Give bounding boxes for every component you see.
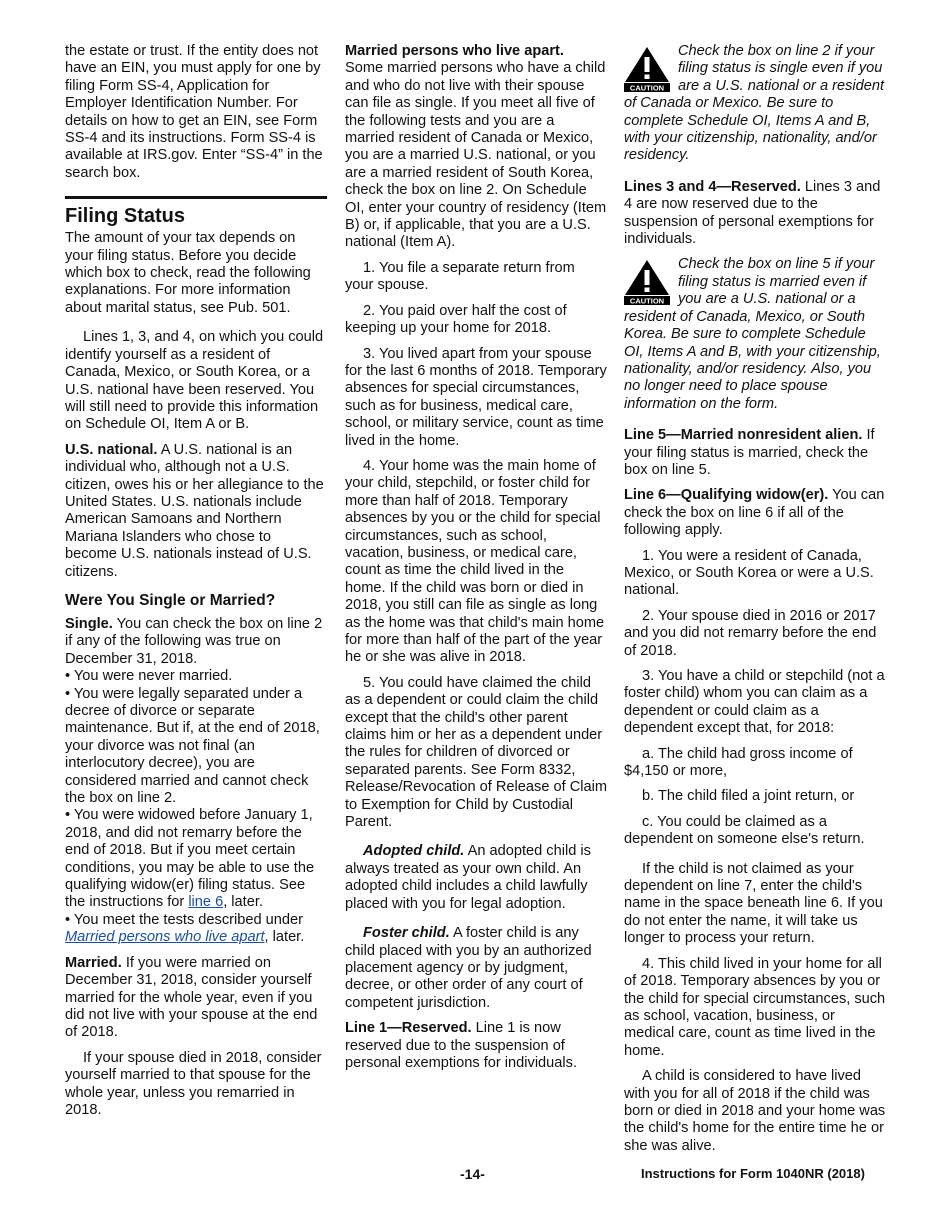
caution-note-2 <box>624 256 886 413</box>
married-apart-heading: Married persons who live apart. <box>345 43 564 59</box>
line-1-paragraph <box>345 1020 607 1072</box>
test-3: 3. You lived apart from your spouse for the last 6 months of 2018. Temporary absences for special circumstances, such as for business, medical care, school, or military service, count as time lived in the home. <box>345 345 607 449</box>
line-6-text: You can check the box on line 6 if all of the following apply. <box>624 487 885 539</box>
us-national-label: U.S. national. <box>65 441 158 458</box>
caution-note-1 <box>624 43 886 165</box>
lines-reserved-paragraph: Lines 1, 3, and 4, on which you could identify yourself as a resident of Canada, Mexico, or South Korea, or a U.S. national have been reserved. You will still need to provide this information on Schedule OI, Item A or B. <box>65 329 324 433</box>
us-national-text: A U.S. national is an individual who, although not a U.S. citizen, owes his or her allegiance to the United States. U.S. nationals include American Samoans and Northern Mariana Islanders who chose to become U.S. nationals instead of U.S. citizens. <box>65 441 324 580</box>
single-bullet-list <box>65 668 327 947</box>
ein-continuation: the estate or trust. If the entity does not have an EIN, you must apply for one by filing Form SS-4, Application for Employer Identification Number. For details on how to get an EIN, see Form SS-4 and its instructions. Form SS-4 is available at IRS.gov. Enter “SS-4” in the search box. <box>65 43 323 181</box>
bullet-meet-tests: • You meet the tests described under Married persons who live apart, later. <box>65 911 305 946</box>
column-1 <box>65 43 327 1127</box>
lines-3-4-paragraph <box>624 179 886 249</box>
condition-3c: c. You could be claimed as a dependent on someone else's return. <box>624 813 865 848</box>
foster-child-text: A foster child is any child placed with you by an authorized placement agency or by judgment, decree, or other order of any court of competent jurisdiction. <box>345 925 592 1011</box>
line-1-text: Line 1 is now reserved due to the suspension of personal exemptions for individuals. <box>345 1020 578 1071</box>
lines-3-4-label: Lines 3 and 4—Reserved. <box>624 178 801 195</box>
form-title-footer: Instructions for Form 1040NR (2018) <box>641 1166 865 1181</box>
caution-warning-icon <box>624 259 670 305</box>
test-5: 5. You could have claimed the child as a dependent or could claim the child except that the child's other parent claims him or her as a dependent under the rules for children of divorced or separated parents. See Form 8332, Release/Revocation of Release of Claim to Exemption for Child by Custodial Parent. <box>345 674 608 831</box>
adopted-child-label: Adopted child. <box>363 843 465 860</box>
caution-text-1: Check the box on line 2 if your filing status is single even if you are a U.S. national or a resident of Canada or Mexico. Be sure to complete Schedule OI, Items A and B, with your citizenship, nationality, and/or residency. <box>624 43 885 164</box>
condition-1: 1. You were a resident of Canada, Mexico, or South Korea or were a U.S. national. <box>624 547 874 599</box>
single-or-married-heading: Were You Single or Married? <box>65 591 276 609</box>
filing-status-heading: Filing Status <box>65 205 185 228</box>
lines-3-4-text: Lines 3 and 4 are now reserved due to the suspension of personal exemptions for individuals. <box>624 178 881 248</box>
married-label: Married. <box>65 954 122 971</box>
column-3 <box>624 43 886 1163</box>
single-paragraph <box>65 616 327 668</box>
child-considered-paragraph: A child is considered to have lived with you for all of 2018 if the child was born or died in 2018 and your home was the child's home for the entire time he or she was alive. <box>624 1068 886 1154</box>
test-4: 4. Your home was the main home of your child, stepchild, or foster child for more than half of 2018. Temporary absences by you or the child for special circumstances, such as school, vacation, business, or medical care, count as time the child lived in the home. If the child was born or died in 2018, you still can file as single as long as the home was that child's main home for more than half of the part of the year he or she was alive in 2018. <box>345 457 605 666</box>
married-apart-paragraph <box>345 43 607 252</box>
child-not-claimed-paragraph: If the child is not claimed as your dependent on line 7, enter the child's name in the space beneath line 6. If you do not enter the name, it will take us longer to process your return. <box>624 860 883 947</box>
bullet-never-married: • You were never married. <box>65 668 233 685</box>
line-6-link[interactable]: line 6 <box>188 894 224 911</box>
caution-text-2: Check the box on line 5 if your filing status is married even if you are a U.S. national or a resident of Canada, Mexico, or South Korea. Be sure to complete Schedule OI, Items A and B, with your citizenship, nationality, and/or residency. Also, you no longer need to place spouse information on the form. <box>624 256 881 412</box>
filing-status-intro: The amount of your tax depends on your filing status. Before you decide which box to check, read the following explanations. For more information about marital status, see Pub. 501. <box>65 230 311 316</box>
svg-text:CAUTION: CAUTION <box>629 83 665 92</box>
condition-3: 3. You have a child or stepchild (not a foster child) whom you can claim as a dependent or could claim as a dependent except that, for 2018: <box>624 668 885 737</box>
single-text: You can check the box on line 2 if any of the following was true on December 31, 2018. <box>65 615 323 667</box>
caution-warning-icon <box>624 46 670 92</box>
svg-text:CAUTION: CAUTION <box>629 296 665 306</box>
spouse-died-paragraph: If your spouse died in 2018, consider yourself married to that spouse for the whole year, unless you remarried in 2018. <box>65 1049 322 1118</box>
condition-3b: b. The child filed a joint return, or <box>642 788 855 805</box>
married-apart-link[interactable]: Married persons who live apart <box>65 929 265 946</box>
condition-2: 2. Your spouse died in 2016 or 2017 and you did not remarry before the end of 2018. <box>624 607 877 659</box>
column-2 <box>345 43 607 1080</box>
condition-4: 4. This child lived in your home for all of 2018. Temporary absences by you or the child for special circumstances, such as school, vacation, business, or medical care, count as time lived in the home. <box>624 955 886 1059</box>
foster-child-paragraph <box>345 925 607 1012</box>
married-apart-intro: Some married persons who have a child and who do not live with their spouse can file as single. If you meet all five of the following tests and you are a married resident of Canada or Mexico, you are a married U.S. national, or you are a married resident of South Korea, check the box on line 2. On Schedule OI, enter your country of residency (Item B) or, if applicable, that you are a U.S. national (Item A). <box>345 60 607 251</box>
married-text: If you were married on December 31, 2018, consider yourself married for the whole year, even if you did not live with your spouse at the end of 2018. <box>65 954 318 1041</box>
us-national-paragraph <box>65 442 327 581</box>
line-5-text: If your filing status is married, check the box on line 5. <box>624 427 875 478</box>
line-5-paragraph <box>624 427 886 479</box>
line-6-paragraph <box>624 487 886 539</box>
section-rule <box>65 196 327 199</box>
line-5-label: Line 5—Married nonresident alien. <box>624 427 863 444</box>
test-2: 2. You paid over half the cost of keeping up your home for 2018. <box>345 302 567 337</box>
married-paragraph <box>65 955 327 1042</box>
bullet-legally-separated: • You were legally separated under a decree of divorce or separate maintenance. But if, at the end of 2018, your divorce was not final (an interlocutory decree), you are considered married and cannot check the box on line 2. <box>65 685 320 807</box>
page-number: -14- <box>460 1166 485 1182</box>
adopted-child-text: An adopted child is always treated as your own child. An adopted child includes a child lawfully placed with you for legal adoption. <box>345 843 591 912</box>
foster-child-label: Foster child. <box>363 925 450 942</box>
line-1-label: Line 1—Reserved. <box>345 1020 472 1037</box>
bullet-widowed: • You were widowed before January 1, 2018, and did not remarry before the end of 2018. But if you meet certain conditions, you may be able to use the qualifying widow(er) filing status. See the instructions for line 6, later. <box>65 807 315 911</box>
single-label: Single. <box>65 615 113 632</box>
adopted-child-paragraph <box>345 843 607 913</box>
condition-3a: a. The child had gross income of $4,150 or more, <box>624 745 853 780</box>
test-1: 1. You file a separate return from your spouse. <box>345 259 575 294</box>
line-6-label: Line 6—Qualifying widow(er). <box>624 487 829 504</box>
